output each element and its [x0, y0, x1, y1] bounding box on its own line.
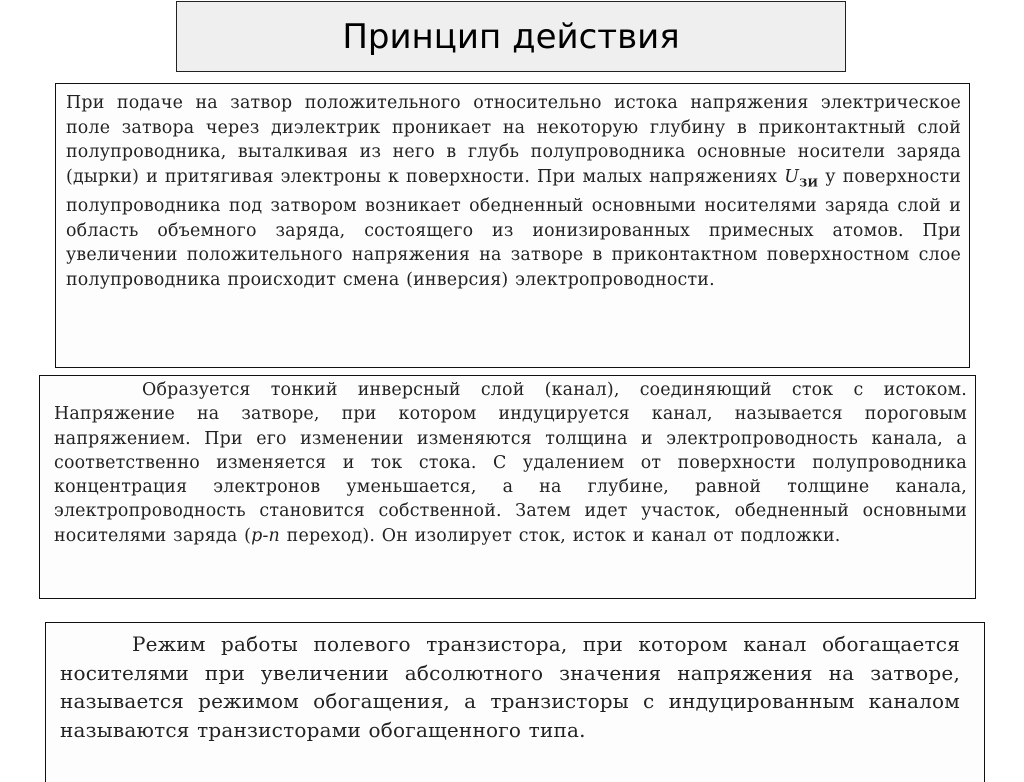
pn-junction-symbol: p-n [251, 525, 280, 546]
text-block-enhancement-mode [45, 622, 985, 782]
text-block-inversion [55, 83, 970, 368]
paragraph-inversion [66, 91, 961, 292]
slide-title: Принцип действия [342, 16, 680, 57]
paragraph-channel-part1: Образуется тонкий инверсный слой (канал), соединяющий сток с истоком. Напряжение на затворе, при котором индуцируется канал, называется пороговым напряжением. При его изменении изменяются толщина и электропроводность канала, а соответственно изменяется и ток стока. С удалением от поверхности полупроводника концентрация электронов уменьшается, а на глубине, равной толщине канала, электропроводность становится собственной. Затем идет участок, обедненный основными носителями заряда ( [54, 380, 967, 546]
text-block-channel [39, 375, 976, 599]
voltage-subscript: ЗИ [799, 174, 819, 189]
slide-title-box [176, 1, 846, 72]
paragraph-enhancement-mode: Режим работы полевого транзистора, при котором канал обогащается носителями при увеличении абсолютного значения напряжения на затворе, называется режимом обогащения, а транзисторы с индуцированным каналом называются транзисторами обогащенного типа. [60, 632, 960, 742]
paragraph-inversion-part2: у поверхности полупроводника под затвором возникает обедненный основными носителями заряда слой и область объемного заряда, состоящего из ионизированных примесных атомов. При увеличении положительного напряжения на затворе в приконтактном поверхностном слое полупроводника происходит смена (инверсия) электропроводности. [66, 166, 961, 290]
voltage-symbol: U [784, 166, 800, 187]
paragraph-inversion-part1: При подаче на затвор положительного относительно истока напряжения электрическое поле затвора через диэлектрик проникает на некоторую глубину в приконтактный слой полупроводника, выталкивая из него в глубь полупроводника основные носители заряда (дырки) и притягивая электроны к поверхности. При малых напряжениях [66, 93, 961, 187]
paragraph-channel-part2: переход). Он изолирует сток, исток и канал от подложки. [279, 525, 841, 546]
paragraph-channel [54, 378, 967, 548]
